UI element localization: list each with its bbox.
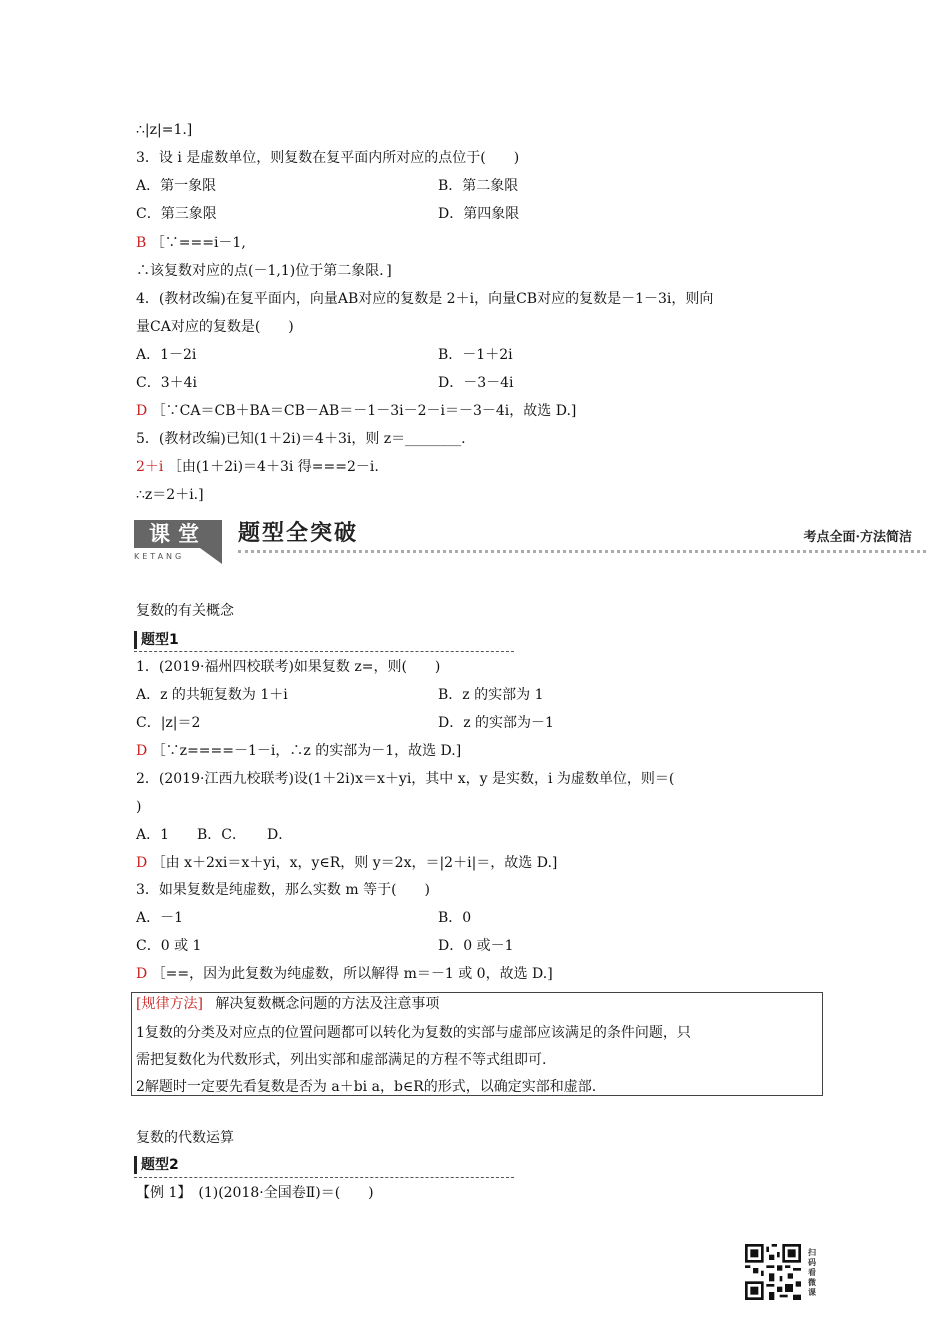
option-a: A．1－2i (136, 347, 197, 363)
answer-line: ∴z＝2＋i.] (136, 487, 204, 503)
answer-3 (136, 233, 246, 253)
question-3-stem: 3．如果复数是纯虚数，那么实数 m 等于( ) (136, 882, 431, 898)
answer-explanation: ［由 x＋2xi＝x＋yi，x，y∈R，则 y＝2x，＝|2＋i|＝，故选 D.] (151, 855, 558, 871)
example-1: 【例 1】 (1)(2018·全国卷Ⅱ)＝( ) (136, 1185, 374, 1201)
option-a: A．第一象限 (136, 178, 217, 194)
method-point-1-cont: 需把复数化为代数形式，列出实部和虚部满足的方程不等式组即可. (136, 1052, 547, 1068)
dashed-divider (134, 651, 514, 652)
section-badge: 课堂 (134, 520, 222, 548)
option-d: D．z 的实部为－1 (438, 715, 554, 731)
question-1-stem: 1．(2019·福州四校联考)如果复数 z=，则( ) (136, 659, 441, 675)
question-2-stem-cont: ) (136, 799, 142, 815)
answer-letter: B (136, 235, 147, 251)
options-row: A．1 B．C． D． (136, 827, 293, 843)
answer-line: ∴|z|=1.] (136, 122, 193, 138)
answer-explanation: ［∵CA＝CB＋BA＝CB－AB＝－1－3i－2－i＝－3－4i，故选 D.] (151, 403, 577, 419)
answer-4 (136, 401, 576, 421)
section-banner (134, 520, 926, 566)
question-type-tag: 题型1 (134, 631, 179, 649)
answer-2 (136, 853, 557, 873)
question-4-stem: 4．(教材改编)在复平面内，向量AB对应的复数是 2＋i，向量CB对应的复数是－1－3i，则向 (136, 291, 714, 307)
answer-explanation: ［==，因为此复数为纯虚数，所以解得 m＝－1 或 0，故选 D.] (151, 966, 553, 982)
answer-letter: 2＋i (136, 459, 164, 475)
question-2-stem: 2．(2019·江西九校联考)设(1＋2i)x＝x＋yi，其中 x，y 是实数，i 为虚数单位，则＝( (136, 771, 675, 787)
method-point-2: 2解题时一定要先看复数是否为 a＋bi a，b∈R的形式，以确定实部和虚部. (136, 1079, 597, 1095)
answer-explanation: ［∵===i－1, (150, 235, 246, 251)
answer-letter: D (136, 855, 148, 871)
option-d: D．－3－4i (438, 375, 514, 391)
question-3-stem: 3．设 i 是虚数单位，则复数在复平面内所对应的点位于( ) (136, 150, 520, 166)
answer-letter: D (136, 403, 148, 419)
topic-heading: 复数的有关概念 (136, 603, 234, 619)
option-d: D．0 或－1 (438, 938, 514, 954)
dotted-divider (238, 550, 926, 553)
question-4-stem-cont: 量CA对应的复数是( ) (136, 319, 294, 335)
answer-explanation: ［∵z====－1－i，∴z 的实部为－1，故选 D.] (151, 743, 462, 759)
answer-letter: D (136, 743, 148, 759)
method-label: [规律方法] (136, 996, 203, 1012)
answer-5 (136, 457, 379, 477)
method-title: 解决复数概念问题的方法及注意事项 (215, 996, 440, 1012)
method-header (136, 994, 439, 1014)
method-point-1: 1复数的分类及对应点的位置问题都可以转化为复数的实部与虚部应该满足的条件问题，只 (136, 1025, 691, 1041)
answer-1 (136, 741, 461, 761)
answer-letter: D (136, 966, 148, 982)
qr-code-icon (745, 1244, 801, 1300)
option-d: D．第四象限 (438, 206, 520, 222)
section-subtitle: 考点全面·方法简洁 (803, 530, 912, 545)
option-b: B．第二象限 (438, 178, 519, 194)
option-a: A．z 的共轭复数为 1＋i (136, 687, 288, 703)
option-b: B．0 (438, 910, 472, 926)
qr-label: 扫码看微课 (808, 1248, 816, 1297)
option-b: B．z 的实部为 1 (438, 687, 544, 703)
answer-3 (136, 964, 553, 984)
section-badge-pinyin: KETANG (134, 552, 185, 561)
option-b: B．－1＋2i (438, 347, 513, 363)
dashed-divider (134, 1177, 514, 1178)
question-type-tag: 题型2 (134, 1156, 179, 1174)
answer-explanation: ［由(1＋2i)＝4＋3i 得===2－i. (167, 459, 379, 475)
option-a: A．－1 (136, 910, 184, 926)
question-5-stem: 5．(教材改编)已知(1＋2i)＝4＋3i，则 z＝________. (136, 431, 466, 447)
option-c: C．|z|＝2 (136, 715, 201, 731)
badge-tail-icon (200, 548, 222, 564)
topic-heading: 复数的代数运算 (136, 1130, 234, 1146)
section-title: 题型全突破 (238, 521, 359, 546)
option-c: C．第三象限 (136, 206, 217, 222)
answer-line: ∴该复数对应的点(－1,1)位于第二象限．] (136, 263, 392, 279)
option-c: C．0 或 1 (136, 938, 202, 954)
option-c: C．3＋4i (136, 375, 198, 391)
